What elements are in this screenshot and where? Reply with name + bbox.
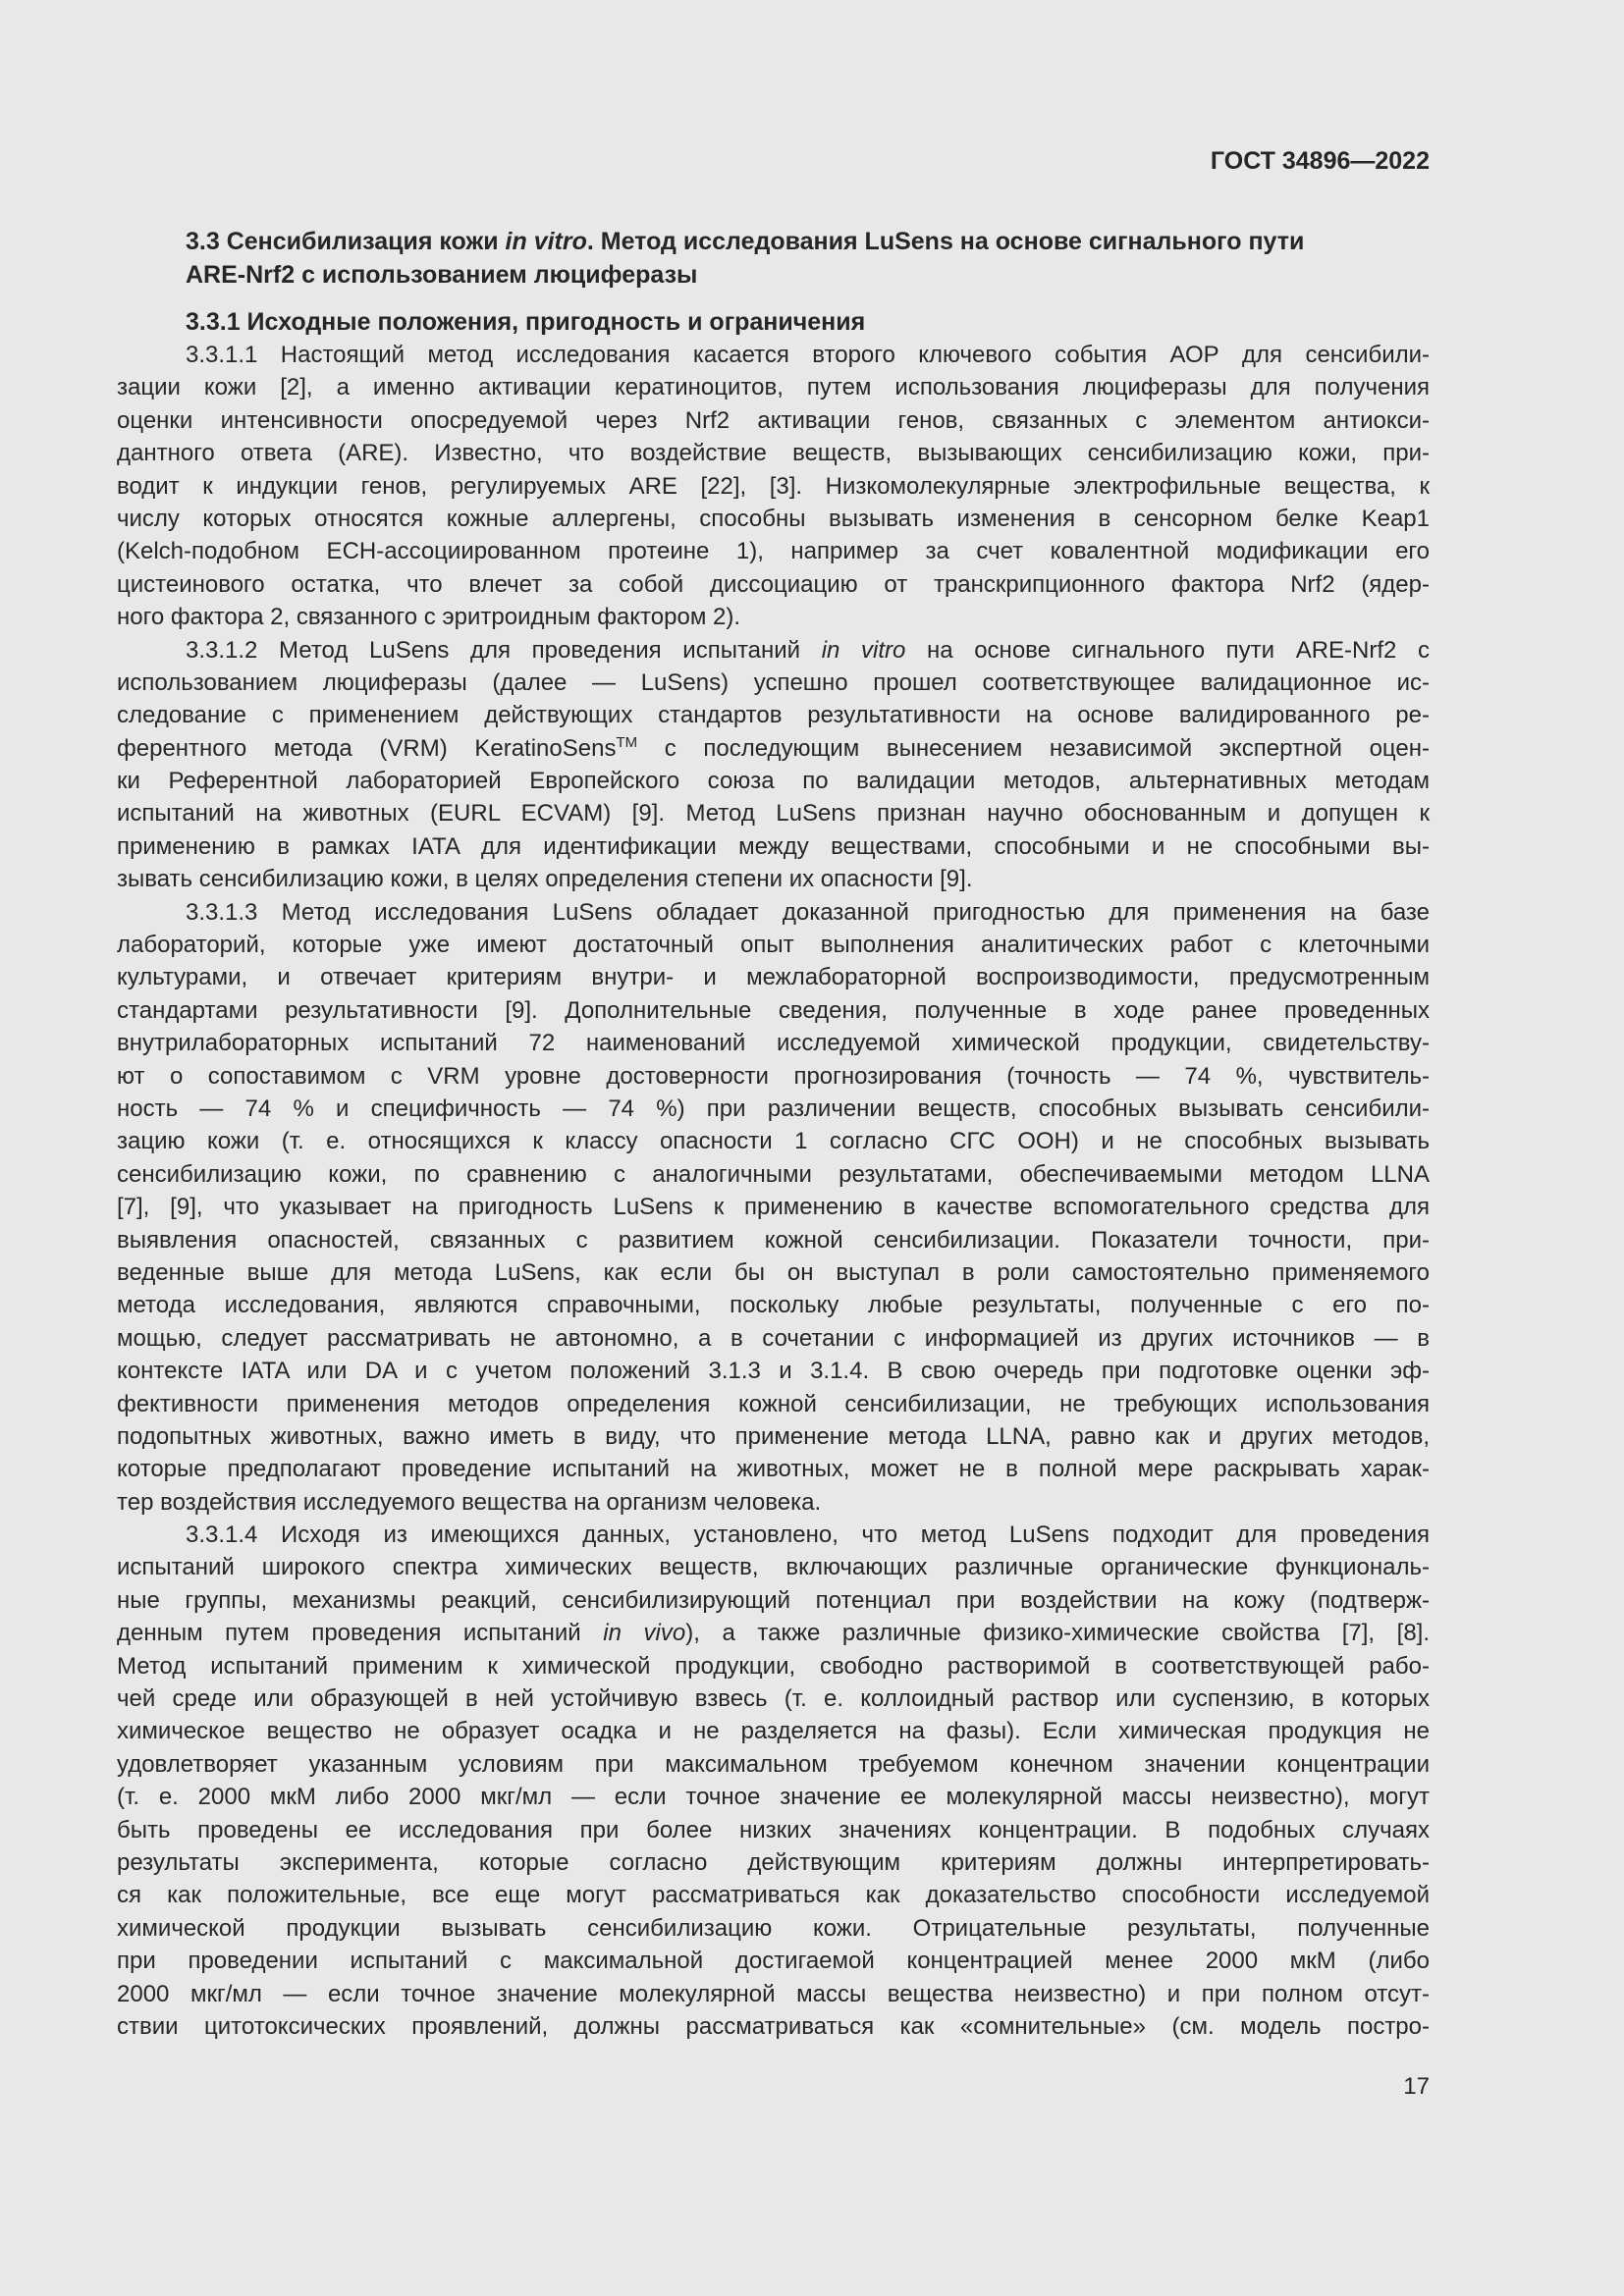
text-line: [117, 1060, 1430, 1093]
text-segment: удовлетворяет указанным условиям при максимальном требуемом конечном значении концентрации: [117, 1750, 1430, 1778]
text-line: [117, 601, 1430, 633]
text-line: [117, 404, 1430, 437]
text-segment: контексте IATA или DA и с учетом положений 3.1.3 и 3.1.4. В свою очередь при подготовке оценки эф-: [117, 1358, 1430, 1385]
text-line: [117, 339, 1430, 371]
text-segment: 2000 мкг/мл — если точное значение молекулярной массы вещества неизвестно) и при полном отсут-: [117, 1980, 1430, 2007]
text-line: [117, 470, 1430, 503]
text-segment: 3.3.1.1 Настоящий метод исследования касается второго ключевого события АОР для сенсибили-: [186, 342, 1430, 368]
text-segment: ные группы, механизмы реакций, сенсибилизирующий потенциал при воздействии на кожу (подтверж-: [117, 1586, 1430, 1614]
text-line: [117, 1650, 1430, 1682]
section-heading-part1: 3.3 Сенсибилизация кожи: [186, 228, 506, 255]
text-line: [117, 699, 1430, 731]
page-number: 17: [1403, 2073, 1430, 2100]
text-line: [117, 371, 1430, 403]
text-segment: ки Референтной лабораторией Европейского союза по валидации методов, альтернативных методам: [117, 768, 1430, 795]
document-header: ГОСТ 34896—2022: [1210, 147, 1430, 175]
text-segment: ся как положительные, все еще могут рассматриваться как доказательство способности исследуемой: [117, 1882, 1430, 1909]
text-segment: использованием люциферазы (далее — LuSens) успешно прошел соответствующее валидационное ис-: [117, 668, 1430, 696]
text-segment: 3.3.1.4 Исходя из имеющихся данных, установлено, что метод LuSens подходит для проведения: [186, 1522, 1430, 1549]
text-segment: которые предполагают проведение испытаний на животных, может не в полной мере раскрывать харак-: [117, 1456, 1430, 1483]
text-line: [117, 1125, 1430, 1157]
text-line: [117, 994, 1430, 1027]
text-segment: применению в рамках IATA для идентификации между веществами, способными и не способными вы-: [117, 832, 1430, 860]
text-segment: результаты эксперимента, которые согласно действующим критериям должны интерпретировать-: [117, 1848, 1430, 1876]
text-line: [117, 1355, 1430, 1387]
section-heading-part2: . Метод исследования LuSens на основе сигнального пути: [586, 228, 1305, 255]
text-segment: дантного ответа (ARE). Известно, что воздействие веществ, вызывающих сенсибилизацию кожи, при-: [117, 440, 1430, 467]
paragraph: [117, 339, 1430, 634]
text-line: [117, 1388, 1430, 1420]
text-segment: веденные выше для метода LuSens, как если бы он выступал в роли самостоятельно применяемого: [117, 1258, 1430, 1286]
text-line: [117, 830, 1430, 863]
text-segment: химическое вещество не образует осадка и не разделяется на фазы). Если химическая продукция не: [117, 1718, 1430, 1745]
text-line: [117, 1617, 1430, 1649]
section-heading-line2: ARE-Nrf2 с использованием люциферазы: [186, 261, 698, 289]
text-segment: 3.3.1.3 Метод исследования LuSens обладает доказанной пригодностью для применения на базе: [186, 898, 1430, 926]
text-line: [117, 1519, 1430, 1551]
text-segment: чей среде или образующей в ней устойчивую взвесь (т. е. коллоидный раствор или суспензию, в которых: [117, 1685, 1430, 1713]
text-line: [117, 1453, 1430, 1485]
text-line: [117, 896, 1430, 929]
text-segment: мощью, следует рассматривать не автономно, а в сочетании с информацией из других источников — в: [117, 1324, 1430, 1352]
text-line: [117, 1486, 1430, 1519]
text-segment: Метод испытаний применим к химической продукции, свободно растворимой в соответствующей рабо-: [117, 1652, 1430, 1680]
text-segment: зывать сенсибилизацию кожи, в целях определения степени их опасности [9].: [117, 866, 973, 893]
text-line: [117, 863, 1430, 895]
italic-term: in vivo: [603, 1620, 686, 1647]
text-segment: с последующим вынесением независимой экспертной оцен-: [637, 734, 1430, 762]
text-line: [117, 2010, 1430, 2043]
text-segment: стандартами результативности [9]. Дополнительные сведения, полученные в ходе ранее проведенных: [117, 996, 1430, 1024]
text-line: [117, 1912, 1430, 1945]
text-line: [117, 1551, 1430, 1583]
text-line: [117, 797, 1430, 829]
text-segment: 3.3.1.2 Метод LuSens для проведения испытаний: [186, 636, 822, 664]
text-line: [117, 1027, 1430, 1059]
text-line: [117, 437, 1430, 469]
text-segment: зации кожи [2], а именно активации кератиноцитов, путем использования люциферазы для получения: [117, 374, 1430, 401]
text-segment: (Kelch-подобном ECH-ассоциированном протеине 1), например за счет ковалентной модификации его: [117, 538, 1430, 565]
text-line: [117, 1682, 1430, 1715]
text-line: [117, 1420, 1430, 1453]
text-line: [117, 961, 1430, 993]
text-line: [117, 1715, 1430, 1747]
text-line: [117, 1748, 1430, 1781]
text-segment: (т. е. 2000 мкМ либо 2000 мкг/мл — если точное значение ее молекулярной массы неизвестно), могут: [117, 1784, 1430, 1811]
text-line: [117, 929, 1430, 961]
text-segment: сенсибилизацию кожи, по сравнению с аналогичными результатами, обеспечиваемыми методом LLNA: [117, 1160, 1430, 1188]
text-segment: зацию кожи (т. е. относящихся к классу опасности 1 согласно СГС ООН) и не способных вызывать: [117, 1128, 1430, 1155]
text-line: [117, 634, 1430, 667]
text-line: [117, 1978, 1430, 2010]
text-line: [117, 1322, 1430, 1355]
text-segment: тер воздействия исследуемого вещества на организм человека.: [117, 1488, 822, 1516]
text-line: [117, 667, 1430, 699]
text-line: [117, 568, 1430, 601]
text-segment: культурами, и отвечает критериям внутри- и межлабораторной воспроизводимости, предусмотренным: [117, 964, 1430, 991]
text-segment: испытаний на животных (EURL ECVAM) [9]. Метод LuSens признан научно обоснованным и допущен к: [117, 800, 1430, 828]
text-segment: ферентного метода (VRM) KeratinoSens: [117, 734, 617, 762]
italic-term: in vitro: [821, 636, 906, 664]
text-segment: при проведении испытаний с максимальной достигаемой концентрацией менее 2000 мкМ (либо: [117, 1948, 1430, 1975]
text-line: [117, 1289, 1430, 1321]
text-segment: цистеинового остатка, что влечет за собой диссоциацию от транскрипционного фактора Nrf2 (ядер-: [117, 570, 1430, 598]
text-segment: [7], [9], что указывает на пригодность LuSens к применению в качестве вспомогательного средства для: [117, 1194, 1430, 1221]
text-segment: ), а также различные физико-химические свойства [7], [8].: [685, 1620, 1431, 1647]
text-line: [117, 765, 1430, 797]
text-line: [117, 1781, 1430, 1813]
text-line: [117, 732, 1430, 765]
paragraph: [117, 634, 1430, 896]
text-line: [117, 1584, 1430, 1617]
text-segment: водит к индукции генов, регулируемых ARE [22], [3]. Низкомолекулярные электрофильные вещества, к: [117, 472, 1430, 500]
text-segment: выявления опасностей, связанных с развитием кожной сенсибилизации. Показатели точности, при-: [117, 1226, 1430, 1254]
trademark-superscript: TM: [616, 733, 638, 751]
text-line: [117, 1945, 1430, 1977]
section-heading-italic: in vitro: [505, 228, 587, 255]
text-segment: ствии цитотоксических проявлений, должны рассматриваться как «сомнительные» (см. модель постро-: [117, 2012, 1430, 2040]
paragraph: [117, 1519, 1430, 2043]
text-line: [117, 1814, 1430, 1846]
text-segment: лабораторий, которые уже имеют достаточный опыт выполнения аналитических работ с клеточными: [117, 932, 1430, 959]
text-segment: быть проведены ее исследования при более низких значениях концентрации. В подобных случаях: [117, 1816, 1430, 1843]
text-line: [117, 503, 1430, 535]
text-line: [117, 535, 1430, 567]
text-segment: денным путем проведения испытаний: [117, 1620, 604, 1647]
text-line: [117, 1158, 1430, 1191]
section-heading: [186, 225, 1430, 292]
body-text: [117, 339, 1430, 2043]
text-segment: внутрилабораторных испытаний 72 наименований исследуемой химической продукции, свидетельству-: [117, 1030, 1430, 1057]
text-line: [117, 1846, 1430, 1879]
text-line: [117, 1879, 1430, 1911]
text-segment: на основе сигнального пути ARE-Nrf2 с: [905, 636, 1431, 664]
paragraph: [117, 896, 1430, 1519]
text-segment: испытаний широкого спектра химических веществ, включающих различные органические функциональ-: [117, 1554, 1430, 1581]
text-segment: фективности применения методов определения кожной сенсибилизации, не требующих использования: [117, 1390, 1430, 1417]
text-segment: ют о сопоставимом с VRM уровне достоверности прогнозирования (точность — 74 %, чувствитель-: [117, 1062, 1430, 1090]
text-line: [117, 1191, 1430, 1223]
subsection-heading: 3.3.1 Исходные положения, пригодность и ограничения: [186, 308, 866, 336]
text-segment: метода исследования, являются справочными, поскольку любые результаты, полученные с его по-: [117, 1292, 1430, 1319]
text-line: [117, 1256, 1430, 1289]
text-segment: подопытных животных, важно иметь в виду, что применение метода LLNA, равно как и других методов,: [117, 1422, 1430, 1450]
text-segment: ного фактора 2, связанного с эритроидным фактором 2).: [117, 604, 740, 631]
text-line: [117, 1093, 1430, 1125]
text-line: [117, 1224, 1430, 1256]
text-segment: ность — 74 % и специфичность — 74 %) при различении веществ, способных вызывать сенсибили-: [117, 1095, 1430, 1122]
text-segment: оценки интенсивности опосредуемой через Nrf2 активации генов, связанных с элементом антиокси-: [117, 406, 1430, 434]
text-segment: следование с применением действующих стандартов результативности на основе валидированного ре-: [117, 702, 1430, 729]
text-segment: химической продукции вызывать сенсибилизацию кожи. Отрицательные результаты, полученные: [117, 1914, 1430, 1942]
text-segment: числу которых относятся кожные аллергены, способны вызывать изменения в сенсорном белке Keap1: [117, 505, 1430, 532]
